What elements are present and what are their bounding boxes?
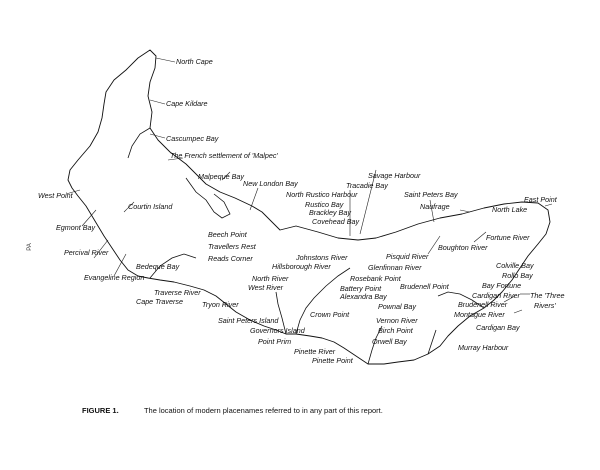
place-label: Cascumpec Bay [166, 134, 219, 143]
place-label: Governors Island [250, 326, 305, 335]
side-mark: PA [26, 243, 33, 251]
place-label: Courtin Island [128, 202, 173, 211]
hillsborough-inlet [296, 268, 350, 334]
place-label: Saint Peters Island [218, 316, 279, 325]
place-label: Travellers Rest [208, 242, 256, 251]
figure-caption [82, 406, 383, 415]
place-label: Vernon River [376, 316, 418, 325]
place-label: Rivers' [534, 301, 556, 310]
place-label: Rustico Bay [305, 200, 344, 209]
place-label: Bay Fortune [482, 281, 522, 290]
place-label: Tryon River [202, 300, 239, 309]
place-label: The 'Three [530, 291, 565, 300]
place-label: Johnstons River [296, 253, 348, 262]
place-label: New London Bay [243, 179, 298, 188]
place-label: Hillsborough River [272, 262, 331, 271]
place-label: Brackley Bay [309, 208, 351, 217]
place-label: Montague River [454, 310, 505, 319]
place-label: North Cape [176, 57, 213, 66]
place-label: Naufrage [420, 202, 450, 211]
place-labels [38, 57, 565, 365]
place-label: The French settlement of 'Malpec' [170, 151, 278, 160]
place-label: Alexandra Bay [340, 292, 387, 301]
place-label: Pisquid River [386, 252, 429, 261]
place-label: Fortune River [486, 233, 530, 242]
place-label: Boughton River [438, 243, 488, 252]
place-label: Glenfinnan River [368, 263, 422, 272]
place-label: Tracadie Bay [346, 181, 388, 190]
place-label: Cardigan Bay [476, 323, 520, 332]
place-label: Birch Point [378, 326, 413, 335]
cascumpec-inlet [128, 128, 150, 158]
place-label: Battery Point [340, 284, 382, 293]
place-label: Savage Harbour [368, 171, 421, 180]
place-label: Bedeque Bay [136, 262, 180, 271]
place-label: Malpeque Bay [198, 172, 244, 181]
place-label: Point Prim [258, 337, 292, 346]
place-label: Beech Point [208, 230, 247, 239]
place-label: Brudenell River [458, 300, 508, 309]
place-label: Cape Kildare [166, 99, 208, 108]
place-label: Egmont Bay [56, 223, 96, 232]
place-label: Traverse River [154, 288, 201, 297]
place-label: Pownal Bay [378, 302, 416, 311]
place-label: Saint Peters Bay [404, 190, 458, 199]
place-label: Murray Harbour [458, 343, 509, 352]
figure-label: FIGURE 1. [82, 406, 119, 415]
place-label: Cardigan River [472, 291, 520, 300]
place-label: Rosebank Point [350, 274, 401, 283]
malpeque-bay-inlet [186, 178, 230, 218]
place-label: Reads Corner [208, 254, 253, 263]
place-label: Pinette River [294, 347, 336, 356]
place-label: West River [248, 283, 284, 292]
place-label: North Lake [492, 205, 528, 214]
place-label: Colville Bay [496, 261, 534, 270]
place-label: East Point [524, 195, 557, 204]
place-label: Percival River [64, 248, 109, 257]
place-label: Orwell Bay [372, 337, 407, 346]
place-label: North Rustico Harbour [286, 190, 358, 199]
place-label: Brudenell Point [400, 282, 449, 291]
place-label: Cape Traverse [136, 297, 184, 306]
place-label: North River [252, 274, 289, 283]
place-label: West Point [38, 191, 73, 200]
caption-text: The location of modern placenames referred to in any part of this report. [143, 406, 383, 415]
place-label: Crown Point [310, 310, 350, 319]
place-label: Rollo Bay [502, 271, 533, 280]
place-label: Evangeline Region [84, 273, 145, 282]
murray-inlet [428, 330, 436, 354]
place-label: Covehead Bay [312, 217, 360, 226]
place-label: Pinette Point [312, 356, 353, 365]
